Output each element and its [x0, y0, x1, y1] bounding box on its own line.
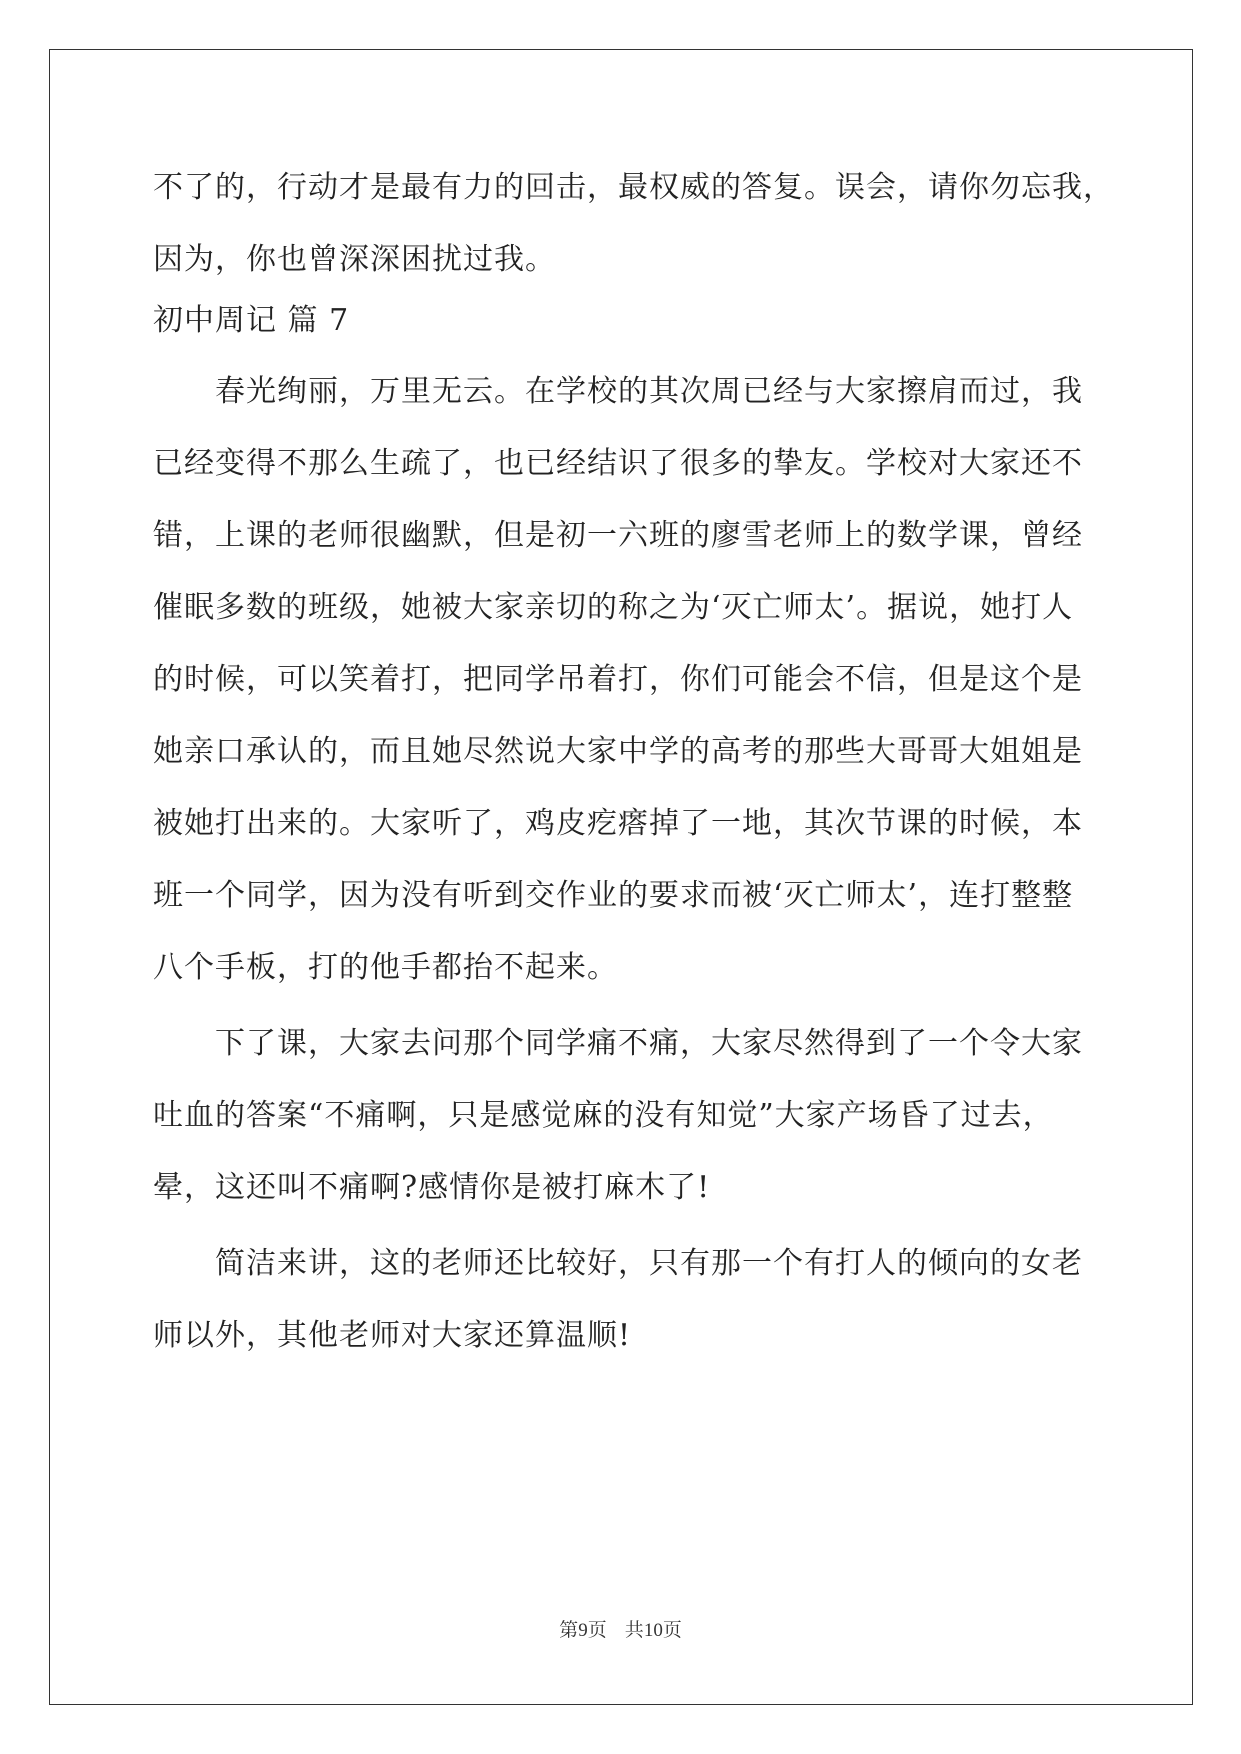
text-line: 简洁来讲，这的老师还比较好，只有那一个有打人的倾向的女老 — [215, 1246, 1083, 1281]
page-border — [49, 49, 1193, 1705]
text-line: 不了的，行动才是最有力的回击，最权威的答复。误会，请你勿忘我， — [153, 170, 1114, 205]
text-line: 吐血的答案“不痛啊，只是感觉麻的没有知觉”大家产场昏了过去， — [153, 1098, 1054, 1133]
text-line: 她亲口承认的，而且她尽然说大家中学的高考的那些大哥哥大姐姐是 — [153, 734, 1083, 769]
footer-suffix: 页 — [662, 1619, 682, 1641]
text-line: 的时候，可以笑着打，把同学吊着打，你们可能会不信，但是这个是 — [153, 662, 1083, 697]
page-footer — [0, 1618, 1241, 1643]
current-page-number: 9 — [578, 1620, 588, 1641]
text-line: 被她打出来的。大家听了，鸡皮疙瘩掉了一地，其次节课的时候，本 — [153, 806, 1083, 841]
text-line: 晕，这还叫不痛啊?感情你是被打麻木了! — [153, 1170, 711, 1205]
text-line: 师以外，其他老师对大家还算温顺! — [153, 1318, 632, 1353]
footer-prefix: 第 — [559, 1619, 579, 1641]
text-line: 八个手板，打的他手都抬不起来。 — [153, 950, 618, 985]
section-heading: 初中周记 篇 7 — [153, 303, 350, 338]
text-line: 催眠多数的班级，她被大家亲切的称之为‘灭亡师太’。据说，她打人 — [153, 590, 1074, 625]
text-line: 已经变得不那么生疏了，也已经结识了很多的挚友。学校对大家还不 — [153, 446, 1083, 481]
footer-middle: 页 共 — [587, 1619, 644, 1641]
text-line: 春光绚丽，万里无云。在学校的其次周已经与大家擦肩而过，我 — [215, 374, 1083, 409]
text-line: 下了课，大家去问那个同学痛不痛，大家尽然得到了一个令大家 — [215, 1026, 1083, 1061]
text-line: 因为，你也曾深深困扰过我。 — [153, 242, 556, 277]
total-pages-number: 10 — [643, 1620, 663, 1641]
text-line: 班一个同学，因为没有听到交作业的要求而被‘灭亡师太’，连打整整 — [153, 878, 1074, 913]
text-line: 错，上课的老师很幽默，但是初一六班的廖雪老师上的数学课，曾经 — [153, 518, 1083, 553]
